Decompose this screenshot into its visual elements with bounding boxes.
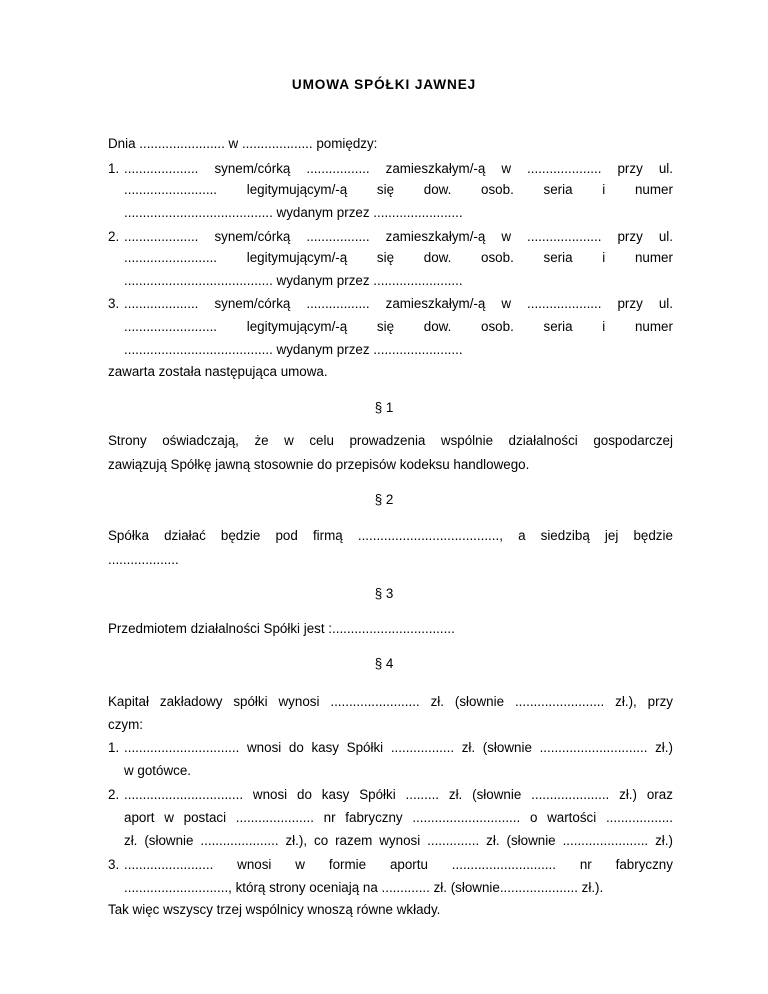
contribution-3-line-1: 3. ........................ wnosi w formie aportu ............................ nr fabryczny — [108, 857, 673, 872]
closing-line: Tak więc wszyscy trzej wspólnicy wnoszą równe wkłady. — [108, 902, 441, 917]
party-2-line-1: 2. .................... synem/córką ................. zamieszkałym/-ą w .................... przy ul. — [108, 229, 673, 244]
party-3-line-2: ......................... legitymującym/-ą się dow. osob. seria i numer — [124, 319, 673, 334]
section-4-line-2: czym: — [108, 717, 143, 732]
contribution-1-line-1: 1. ............................... wnosi do kasy Spółki ................. zł. (słownie ............................. zł.) — [108, 740, 673, 755]
document-title: UMOWA SPÓŁKI JAWNEJ — [291, 77, 477, 92]
section-2-line-2: ................... — [108, 552, 179, 567]
contribution-3-line-2: ............................, którą strony oceniają na ............. zł. (słownie..................... zł.). — [124, 880, 604, 895]
section-1-heading: § 1 — [374, 400, 394, 415]
party-2-line-2: ......................... legitymującym/-ą się dow. osob. seria i numer — [124, 250, 673, 265]
contribution-1-number: 1. — [108, 740, 120, 755]
intro-line: Dnia ....................... w ................... pomiędzy: — [108, 136, 378, 151]
contribution-2-number: 2. — [108, 787, 120, 802]
section-1-line-1: Strony oświadczają, że w celu prowadzenia wspólnie działalności gospodarczej — [108, 433, 673, 448]
section-4-heading: § 4 — [374, 656, 394, 671]
party-2-line-3: ........................................ wydanym przez ........................ — [124, 273, 463, 288]
party-3-line-3: ........................................ wydanym przez ........................ — [124, 342, 463, 357]
party-3-number: 3. — [108, 296, 120, 311]
section-4-line-1: Kapitał zakładowy spółki wynosi ........................ zł. (słownie ........................ zł.), przy — [108, 694, 673, 709]
contribution-2-line-3: zł. (słownie ..................... zł.), co razem wynosi .............. zł. (słownie ....................... zł.) — [124, 833, 673, 848]
party-1-line-3: ........................................ wydanym przez ........................ — [124, 205, 463, 220]
concluded-line: zawarta została następująca umowa. — [108, 364, 328, 379]
party-2-number: 2. — [108, 229, 120, 244]
party-1-line-1: 1. .................... synem/córką ................. zamieszkałym/-ą w .................... przy ul. — [108, 161, 673, 176]
party-1-line-2: ......................... legitymującym/-ą się dow. osob. seria i numer — [124, 182, 673, 197]
party-1-number: 1. — [108, 161, 120, 176]
party-3-line-1: 3. .................... synem/córką ................. zamieszkałym/-ą w .................... przy ul. — [108, 296, 673, 311]
section-2-heading: § 2 — [374, 492, 394, 507]
section-3-heading: § 3 — [374, 586, 394, 601]
contribution-1-line-2: w gotówce. — [124, 763, 191, 778]
contribution-2-line-2: aport w postaci ..................... nr fabryczny ............................. o wartości .................. — [124, 810, 673, 825]
section-2-line-1: Spółka działać będzie pod firmą ......................................, a siedzibą jej będzie — [108, 528, 673, 543]
contribution-2-line-1: 2. ................................ wnosi do kasy Spółki ......... zł. (słownie ..................... zł.) oraz — [108, 787, 673, 802]
section-3-line-1: Przedmiotem działalności Spółki jest :................................. — [108, 621, 455, 636]
contribution-3-number: 3. — [108, 857, 120, 872]
section-1-line-2: zawiązują Spółkę jawną stosownie do przepisów kodeksu handlowego. — [108, 457, 530, 472]
